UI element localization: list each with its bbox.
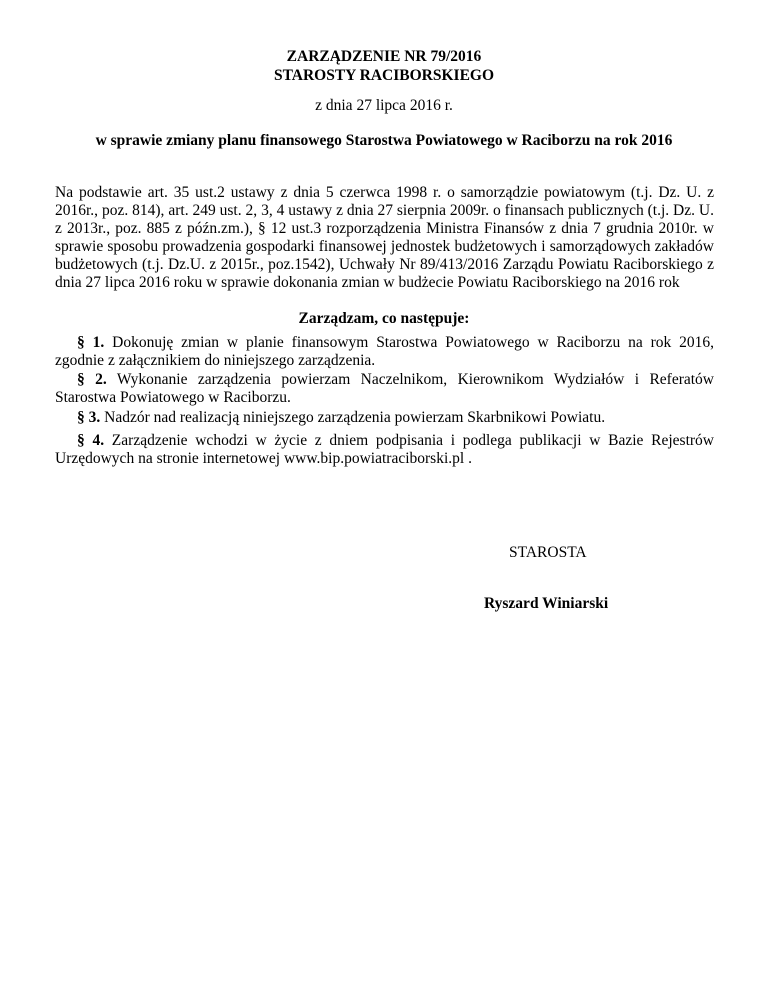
signature-name: Ryszard Winiarski xyxy=(484,595,609,612)
paragraph-4-text: Zarządzenie wchodzi w życie z dniem podpisania i podlega publikacji w Bazie Rejestrów Urzędowych na stronie internetowej www.bip.powiatraciborski.pl . xyxy=(55,432,714,467)
legal-basis-preamble: Na podstawie art. 35 ust.2 ustawy z dnia 5 czerwca 1998 r. o samorządzie powiatowym (t.j. Dz. U. z 2016r., poz. 814), art. 249 ust. 2, 3, 4 ustawy z dnia 27 sierpnia 2009r. o finansach publicznych (t.j. Dz. U. z 2013r., poz. 885 z późn.zm.), § 12 ust.3 rozporządzenia Ministra Finansów z dnia 7 grudnia 2010r. w sprawie sposobu prowadzenia gospodarki finansowej jednostek budżetowych i samorządowych zakładów budżetowych (t.j. Dz.U. z 2015r., poz.1542), Uchwały Nr 89/413/2016 Zarządu Powiatu Raciborskiego z dnia 27 lipca 2016 roku w sprawie dokonania zmian w budżecie Powiatu Raciborskiego na 2016 rok xyxy=(55,184,714,291)
paragraph-2 xyxy=(55,371,714,407)
paragraph-2-text: Wykonanie zarządzenia powierzam Naczelnikom, Kierownikom Wydziałów i Referatów Starostwa Powiatowego w Raciborzu. xyxy=(55,371,715,406)
signature-title: STAROSTA xyxy=(509,544,587,561)
title-line-2: STAROSTY RACIBORSKIEGO xyxy=(273,67,495,84)
title-line-1: ZARZĄDZENIE NR 79/2016 xyxy=(286,48,482,65)
paragraph-3 xyxy=(55,409,714,427)
document-title xyxy=(0,47,768,85)
decree-heading: Zarządzam, co następuje: xyxy=(298,310,470,327)
paragraph-4 xyxy=(55,432,714,468)
document-date: z dnia 27 lipca 2016 r. xyxy=(315,97,453,114)
paragraph-1 xyxy=(55,334,714,370)
paragraph-1-label: § 1. xyxy=(77,334,105,351)
paragraph-2-label: § 2. xyxy=(77,371,107,388)
paragraph-4-label: § 4. xyxy=(77,432,105,449)
document-subject: w sprawie zmiany planu finansowego Starostwa Powiatowego w Raciborzu na rok 2016 xyxy=(95,132,673,149)
paragraph-3-text: Nadzór nad realizacją niniejszego zarządzenia powierzam Skarbnikowi Powiatu. xyxy=(100,409,606,426)
paragraph-1-text: Dokonuję zmian w planie finansowym Starostwa Powiatowego w Raciborzu na rok 2016, zgodnie z załącznikiem do niniejszego zarządzenia. xyxy=(55,334,714,369)
paragraph-3-label: § 3. xyxy=(77,409,101,426)
